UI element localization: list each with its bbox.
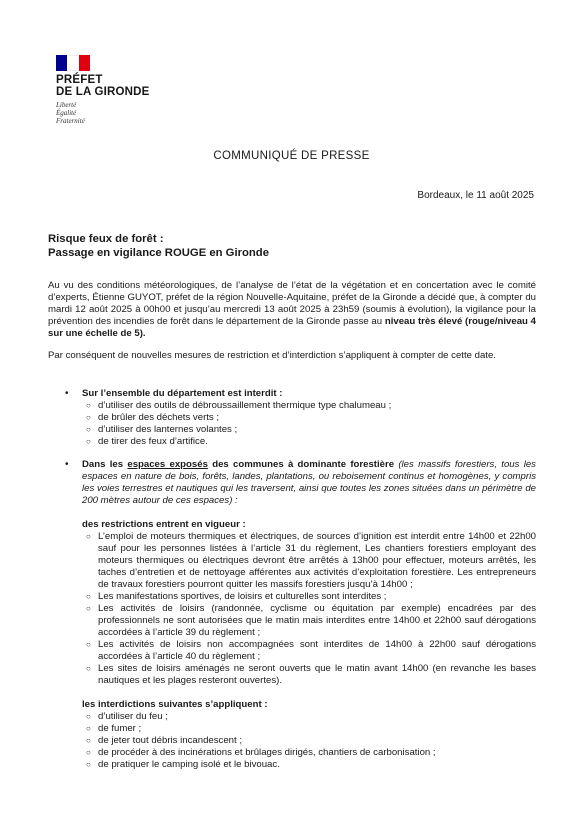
- list-item: ○ de tirer des feux d’artifice.: [86, 436, 208, 447]
- marianne-flag-icon: [56, 55, 90, 71]
- list-item: ○ de brûler des déchets verts ;: [86, 412, 220, 423]
- republic-motto: Liberté Égalité Fraternité: [56, 101, 85, 125]
- circle-bullet-icon: ○: [86, 760, 91, 769]
- subject-heading: Risque feux de forêt : Passage en vigilance ROUGE en Gironde: [48, 233, 269, 259]
- circle-bullet-icon: ○: [86, 736, 91, 745]
- exposed-areas-heading: Dans les espaces exposés des communes à dominante forestière (les massifs forestiers, tous les espaces en nature de bois, forêts, landes, plantations, ou reboisement continus et homogènes, y compris les voies terrestres et nautiques qui les traversent, ainsi que toutes les zones situées dans un périmètre de 200 mètres autour de ces espaces) :: [82, 459, 536, 506]
- circle-bullet-icon: ○: [86, 401, 91, 410]
- list-item: ○ d’utiliser des lanternes volantes ;: [86, 424, 238, 435]
- department-ban-list: [82, 400, 536, 448]
- list-item: ○ Les sites de loisirs aménagés ne seront ouverts que le matin avant 14h00 (en revanche les bases nautiques et les plages resteront ouvertes).: [86, 663, 536, 686]
- list-item: ○ de procéder à des incinérations et brûlages dirigés, chantiers de carbonisation ;: [86, 747, 436, 758]
- interdictions-heading: les interdictions suivantes s’appliquent :: [82, 699, 268, 710]
- department-ban-section: • Sur l’ensemble du département est interdit : ○ d’utiliser des outils de débroussaillement thermique type chalumeau ; ○ de brûler des déchets verts ; ○ d’utiliser des lanternes volantes ; ○ de tirer des feux d’artifice.: [82, 388, 536, 448]
- circle-bullet-icon: ○: [86, 712, 91, 721]
- circle-bullet-icon: ○: [86, 425, 91, 434]
- circle-bullet-icon: ○: [86, 604, 91, 613]
- circle-bullet-icon: ○: [86, 532, 91, 541]
- circle-bullet-icon: ○: [86, 437, 91, 446]
- restrictions-heading: des restrictions entrent en vigueur :: [82, 519, 246, 530]
- restrictions-list: [82, 531, 536, 687]
- circle-bullet-icon: ○: [86, 413, 91, 422]
- interdictions-list: [82, 711, 536, 771]
- circle-bullet-icon: ○: [86, 640, 91, 649]
- intro-paragraph: Au vu des conditions météorologiques, de l’analyse de l’état de la végétation et en concertation avec le comité d’experts, Étienne GUYOT, préfet de la région Nouvelle-Aquitaine, préfet de la Gironde a décidé que, à compter du mardi 12 août 2025 à 00h00 et jusqu’au mercredi 13 août 2025 à 23h59 (soumis à évolution), la vigilance pour la prévention des incendies de forêt dans le département de la Gironde passe au niveau très élevé (rouge/niveau 4 sur une échelle de 5).: [48, 280, 536, 339]
- list-item: ○ de jeter tout débris incandescent ;: [86, 735, 242, 746]
- circle-bullet-icon: ○: [86, 592, 91, 601]
- circle-bullet-icon: ○: [86, 664, 91, 673]
- document-date: Bordeaux, le 11 août 2025: [417, 190, 534, 201]
- list-item: ○ de pratiquer le camping isolé et le bivouac.: [86, 759, 280, 770]
- list-item: ○ Les activités de loisirs (randonnée, cyclisme ou équitation par exemple) encadrées par des professionnels ne sont autorisées que le matin mais interdites entre 14h00 et 22h00 sauf dérogations accordées à l’article 39 du règlement ;: [86, 603, 536, 638]
- list-item: ○ Les activités de loisirs non accompagnées sont interdites de 14h00 à 22h00 sauf dérogations accordées à l’article 40 du règlement ;: [86, 639, 536, 662]
- bullet-icon: •: [65, 459, 69, 470]
- list-item: ○ d’utiliser des outils de débroussaillement thermique type chalumeau ;: [86, 400, 392, 411]
- circle-bullet-icon: ○: [86, 748, 91, 757]
- list-item: ○ d’utiliser du feu ;: [86, 711, 168, 722]
- list-item: ○ Les manifestations sportives, de loisirs et culturelles sont interdites ;: [86, 591, 387, 602]
- prefecture-logo: [56, 55, 150, 125]
- list-item: ○ L’emploi de moteurs thermiques et électriques, de sources d’ignition est interdit entre 14h00 et 22h00 sauf pour les personnes listées à l’article 31 du règlement, Les chantiers forestiers employant des moteurs thermiques ou électriques devront être arrêtés à 13h00 pour effectuer, moteurs arrêtés, les taches d’entretien et de nettoyage afférentes aux activités d’exploitation forestière. Les entrepreneurs de travaux forestiers pourront quitter les massifs forestiers jusqu’à 14h00 ;: [86, 531, 536, 590]
- list-item: ○ de fumer ;: [86, 723, 142, 734]
- consequence-paragraph: Par conséquent de nouvelles mesures de restriction et d’interdiction s’appliquent à compter de cette date.: [48, 350, 496, 361]
- circle-bullet-icon: ○: [86, 724, 91, 733]
- prefecture-name: PRÉFET DE LA GIRONDE: [56, 74, 150, 98]
- bullet-icon: •: [65, 388, 69, 399]
- document-title: COMMUNIQUÉ DE PRESSE: [213, 150, 370, 162]
- exposed-areas-section: [65, 459, 536, 771]
